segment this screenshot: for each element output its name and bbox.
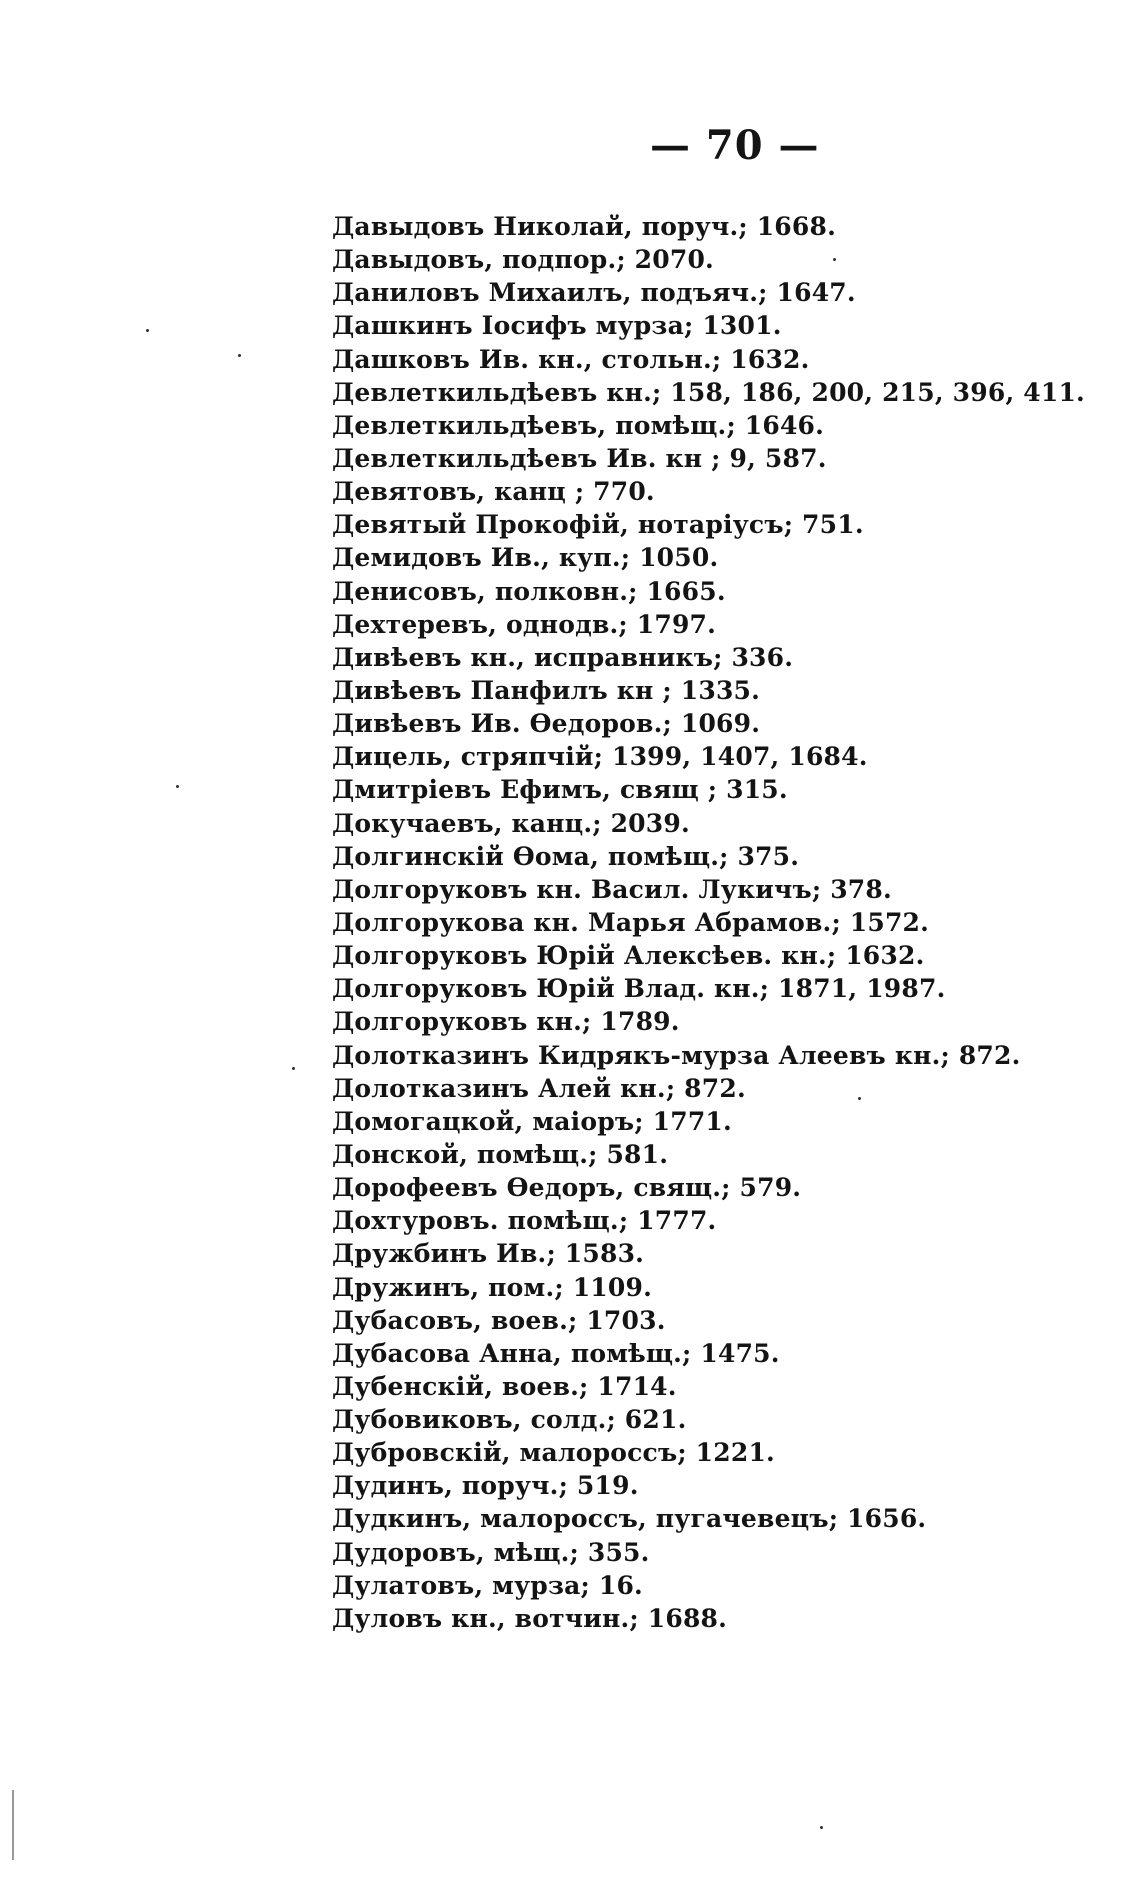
- print-speck: [146, 329, 149, 332]
- index-entry: Долгорукова кн. Марья Абрамов.; 1572.: [332, 907, 930, 937]
- index-entry: Дудинъ, поруч.; 519.: [332, 1471, 639, 1501]
- index-entry: Давыдовъ, подпор.; 2070.: [332, 245, 714, 275]
- print-speck: [820, 1826, 823, 1829]
- index-entry: Долгоруковъ Юрій Алексѣев. кн.; 1632.: [332, 941, 925, 971]
- index-entry: Дружбинъ Ив.; 1583.: [332, 1239, 645, 1269]
- index-entry: Долгоруковъ кн. Васил. Лукичъ; 378.: [332, 874, 892, 904]
- page-number: — 70 —: [650, 122, 820, 169]
- index-entry: Дехтеревъ, однодв.; 1797.: [332, 609, 717, 639]
- index-entry: Дулатовъ, мурза; 16.: [332, 1570, 643, 1600]
- index-entry: Долгоруковъ кн.; 1789.: [332, 1007, 680, 1037]
- index-entry: Дмитріевъ Ефимъ, свящ ; 315.: [332, 775, 788, 805]
- index-entry: Домогацкой, маіоръ; 1771.: [332, 1106, 732, 1136]
- index-entry: Давыдовъ Николай, поруч.; 1668.: [332, 212, 836, 241]
- print-speck: [176, 785, 179, 788]
- index-entry: Дохтуровъ. помѣщ.; 1777.: [332, 1206, 717, 1236]
- print-speck: [292, 1067, 295, 1070]
- index-entry: Дружинъ, пом.; 1109.: [332, 1272, 652, 1302]
- index-entry: Дуловъ кн., вотчин.; 1688.: [332, 1603, 728, 1633]
- index-entry: Девлеткильдѣевъ кн.; 158, 186, 200, 215, 396, 411.: [332, 377, 1085, 407]
- index-entry: Донской, помѣщ.; 581.: [332, 1139, 669, 1169]
- print-speck: [858, 1097, 861, 1100]
- index-entry-list: [332, 210, 1085, 1635]
- index-entry: Девлеткильдѣевъ Ив. кн ; 9, 587.: [332, 443, 827, 473]
- index-entry: Дудоровъ, мѣщ.; 355.: [332, 1537, 650, 1567]
- print-speck: [833, 258, 836, 261]
- index-entry: Долотказинъ Кидрякъ-мурза Алеевъ кн.; 872.: [332, 1040, 1021, 1070]
- index-entry: Долотказинъ Алей кн.; 872.: [332, 1073, 746, 1103]
- index-entry: Долгинскій Ѳома, помѣщ.; 375.: [332, 841, 800, 871]
- index-entry: Дицель, стряпчій; 1399, 1407, 1684.: [332, 742, 868, 772]
- index-entry: Дудкинъ, малороссъ, пугачевецъ; 1656.: [332, 1504, 927, 1534]
- index-entry: Дивѣевъ Панфилъ кн ; 1335.: [332, 675, 761, 705]
- index-entry: Долгоруковъ Юрій Влад. кн.; 1871, 1987.: [332, 974, 946, 1004]
- index-entry: Девлеткильдѣевъ, помѣщ.; 1646.: [332, 410, 825, 440]
- index-entry: Денисовъ, полковн.; 1665.: [332, 576, 726, 606]
- index-entry: Девятый Прокофій, нотаріусъ; 751.: [332, 510, 864, 540]
- index-entry: Дубровскій, малороссъ; 1221.: [332, 1438, 775, 1468]
- index-entry: Дубасова Анна, помѣщ.; 1475.: [332, 1338, 780, 1368]
- index-entry: Даниловъ Михаилъ, подъяч.; 1647.: [332, 278, 856, 308]
- index-entry: Дашкинъ Іосифъ мурза; 1301.: [332, 311, 782, 341]
- index-entry: Докучаевъ, канц.; 2039.: [332, 808, 690, 838]
- index-entry: Дорофеевъ Ѳедоръ, свящ.; 579.: [332, 1173, 802, 1203]
- index-entry: Демидовъ Ив., куп.; 1050.: [332, 543, 719, 573]
- index-entry: Дубенскій, воев.; 1714.: [332, 1371, 677, 1401]
- index-entry: Дивѣевъ кн., исправникъ; 336.: [332, 642, 794, 672]
- index-entry: Дубасовъ, воев.; 1703.: [332, 1305, 666, 1335]
- index-entry: Дивѣевъ Ив. Ѳедоров.; 1069.: [332, 709, 761, 739]
- scan-edge-mark: [12, 1790, 14, 1860]
- print-speck: [238, 354, 241, 357]
- index-entry: Дубовиковъ, солд.; 621.: [332, 1405, 687, 1435]
- index-entry: Девятовъ, канц ; 770.: [332, 477, 655, 507]
- index-entry: Дашковъ Ив. кн., стольн.; 1632.: [332, 344, 810, 374]
